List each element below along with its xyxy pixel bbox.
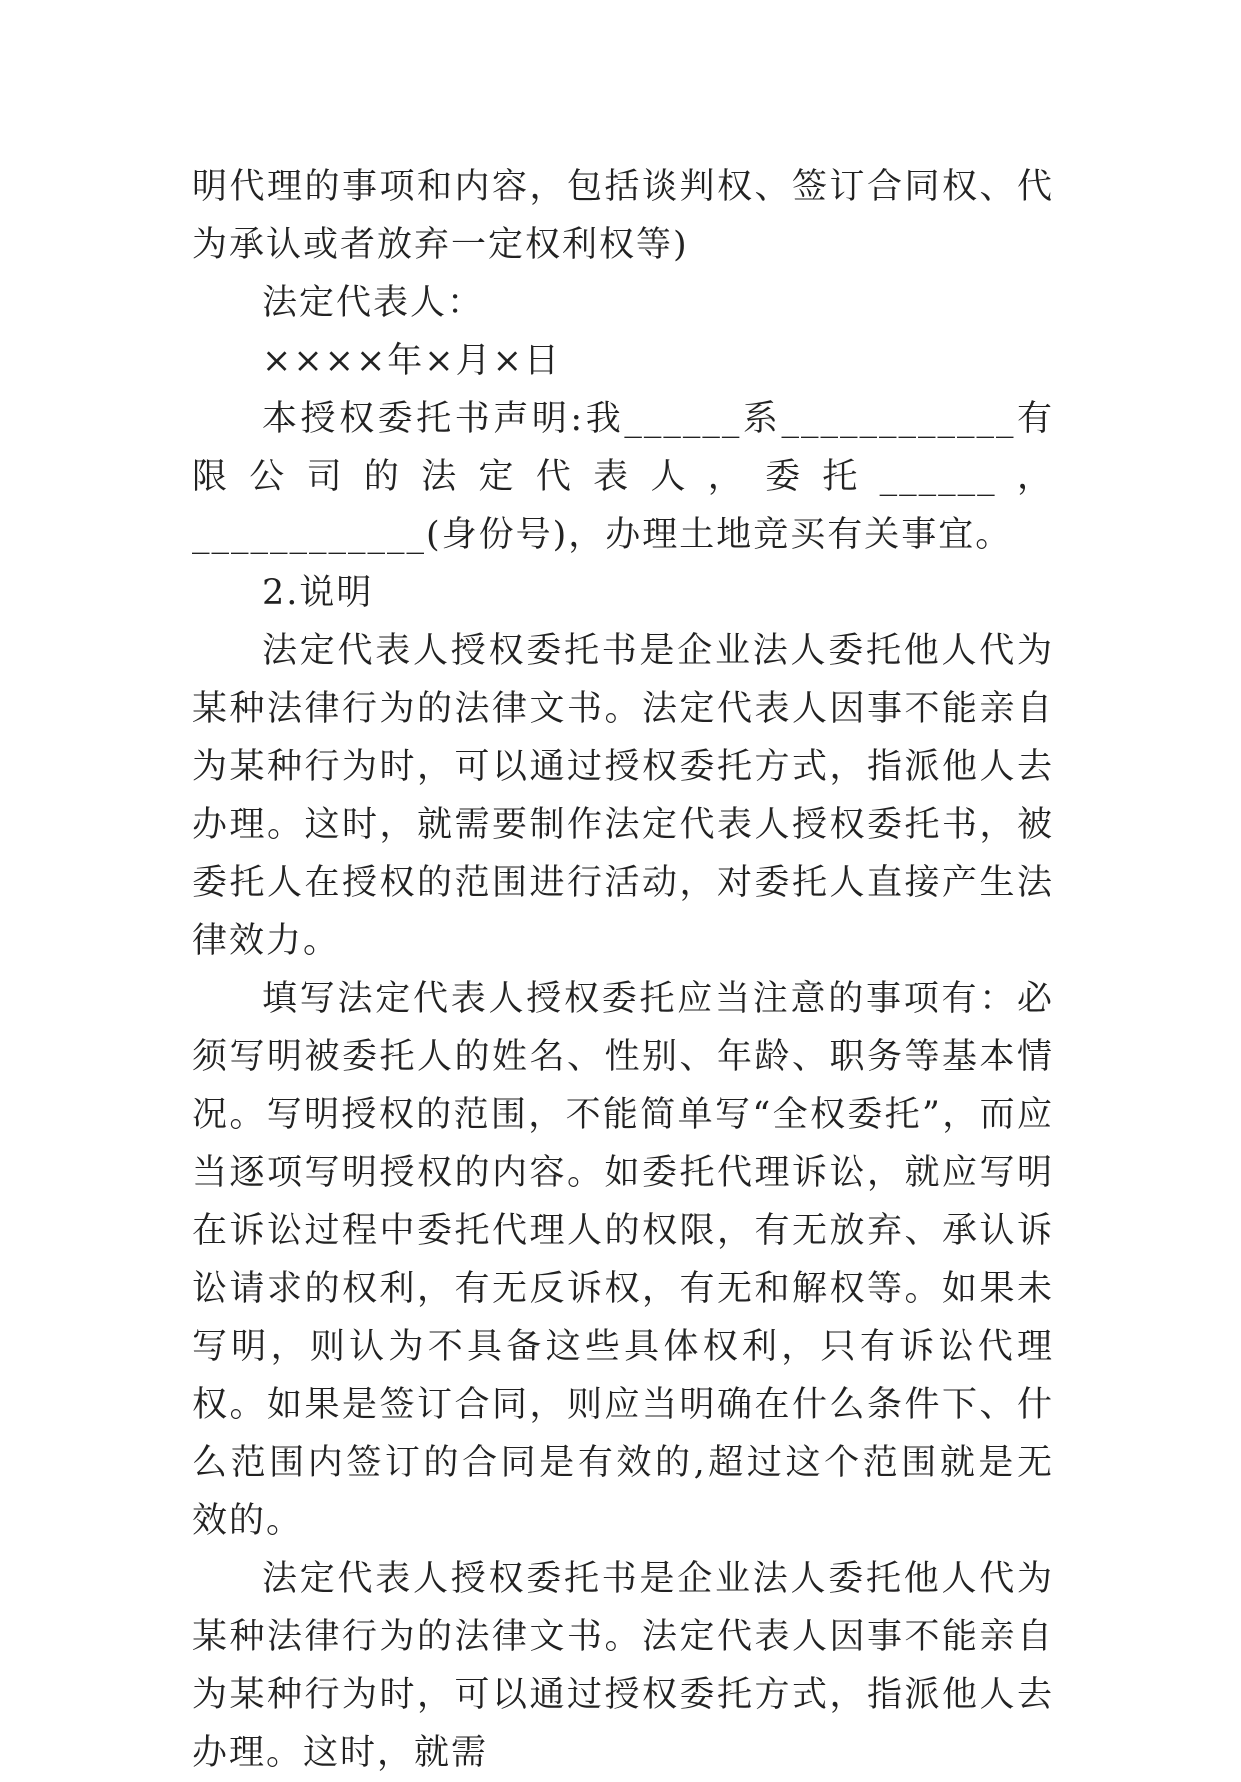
document-body	[192, 158, 1054, 1782]
paragraph-legal-representative: 法定代表人：	[262, 283, 485, 323]
paragraph-explanation-3: 法定代表人授权委托书是企业法人委托他人代为某种法律行为的法律文书。法定代表人因事不能亲自为某种行为时，可以通过授权委托方式，指派他人去办理。这时，就需	[192, 1559, 1054, 1773]
paragraph-declaration: 本授权委托书声明:我______系____________有限公司的法定代表人，委托______，____________(身份号)，办理土地竞买有关事宜。	[192, 399, 1054, 555]
section-heading-explanation: 2.说明	[262, 573, 374, 613]
paragraph-explanation-1: 法定代表人授权委托书是企业法人委托他人代为某种法律行为的法律文书。法定代表人因事不能亲自为某种行为时，可以通过授权委托方式，指派他人去办理。这时，就需要制作法定代表人授权委托书，被委托人在授权的范围进行活动，对委托人直接产生法律效力。	[192, 631, 1054, 961]
paragraph-date: ××××年×月×日	[262, 341, 561, 381]
paragraph-explanation-2: 填写法定代表人授权委托应当注意的事项有：必须写明被委托人的姓名、性别、年龄、职务等基本情况。写明授权的范围，不能简单写“全权委托”，而应当逐项写明授权的内容。如委托代理诉讼，就应写明在诉讼过程中委托代理人的权限，有无放弃、承认诉讼请求的权利，有无反诉权，有无和解权等。如果未写明，则认为不具备这些具体权利，只有诉讼代理权。如果是签订合同，则应当明确在什么条件下、什么范围内签订的合同是有效的,超过这个范围就是无效的。	[192, 979, 1054, 1541]
paragraph-continuation: 明代理的事项和内容，包括谈判权、签订合同权、代为承认或者放弃一定权利权等)	[192, 167, 1054, 265]
